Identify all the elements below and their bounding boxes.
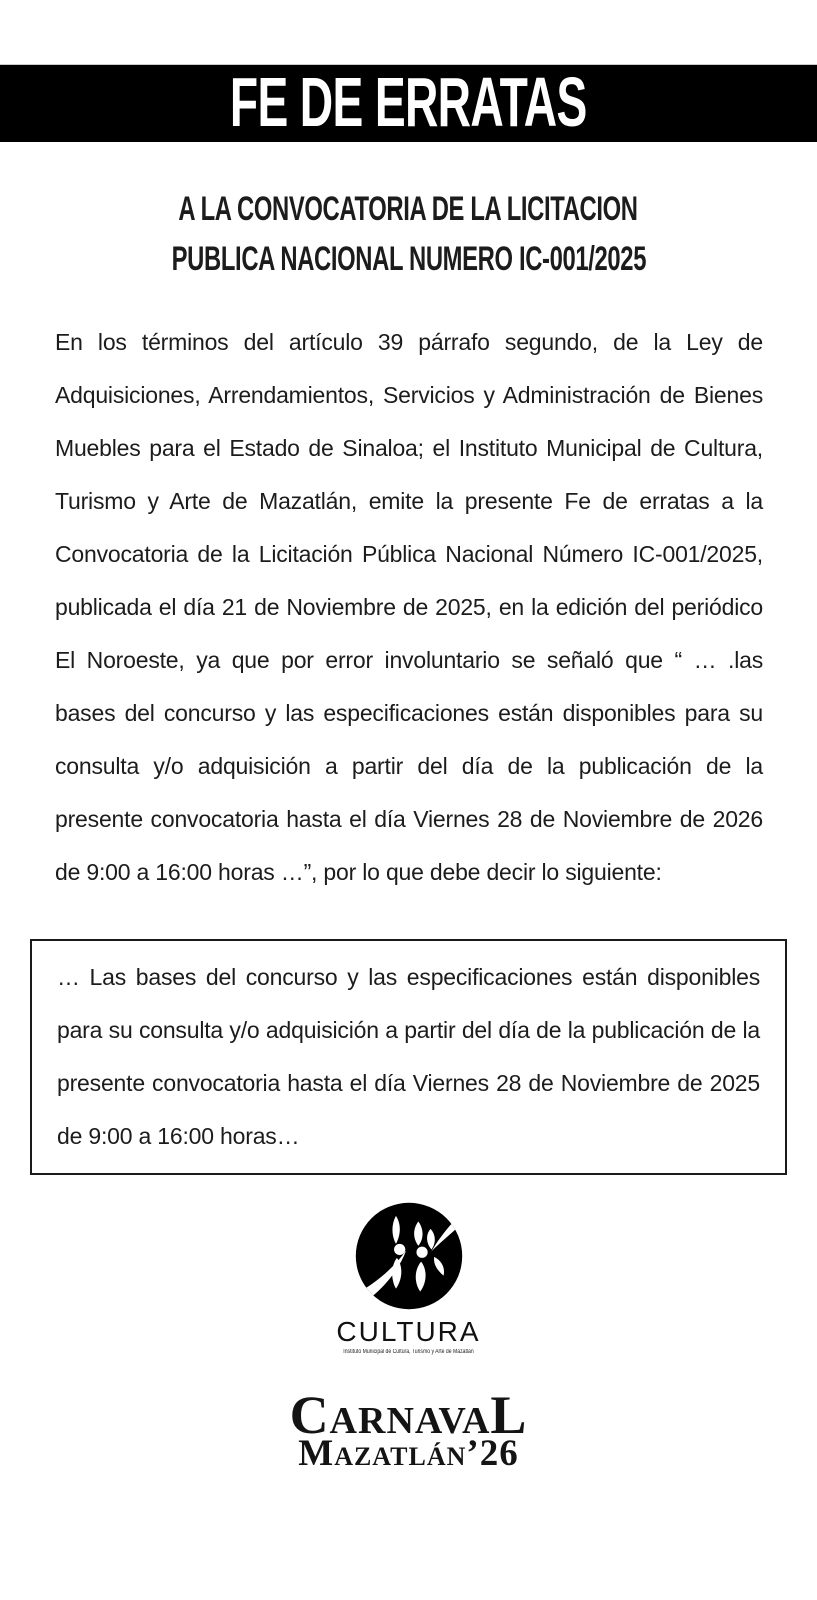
page-title: FE DE ERRATAS: [230, 62, 587, 141]
subtitle-line-2-text: PUBLICA NACIONAL NUMERO IC-001/2025: [171, 240, 646, 278]
footer-brand: [0, 1385, 817, 1474]
dancers-icon: [353, 1200, 465, 1312]
subtitle-line-1: [0, 184, 817, 234]
correction-text: … Las bases del concurso y las especificaciones están disponibles para su consulta y/o adquisición a partir del día de la publicación de la presente convocatoria hasta el día Viernes 28 de Noviembre de 2025 de 9:00 a 16:00 horas…: [57, 964, 760, 1149]
carnaval-wordmark: CarnavaL: [289, 1385, 528, 1445]
cultura-tagline: Instituto Municipal de Cultura, Turismo y Arte de Mazatlán: [343, 1349, 474, 1355]
subtitle-line-2: [0, 234, 817, 284]
banner: [0, 64, 817, 142]
subtitle-line-1-text: A LA CONVOCATORIA DE LA LICITACION: [178, 190, 639, 228]
correction-box: [30, 939, 787, 1175]
cultura-logo-block: [0, 1200, 817, 1357]
mazatlan-wordmark: Mazatlán’26: [298, 1433, 519, 1474]
body-paragraph: En los términos del artículo 39 párrafo segundo, de la Ley de Adquisiciones, Arrendamientos, Servicios y Administración de Bienes Muebles para el Estado de Sinaloa; el Instituto Municipal de Cultura, Turismo y Arte de Mazatlán, emite la presente Fe de erratas a la Convocatoria de la Licitación Pública Nacional Número IC-001/2025, publicada el día 21 de Noviembre de 2025, en la edición del periódico El Noroeste, ya que por error involuntario se señaló que “ … .las bases del concurso y las especificaciones están disponibles para su consulta y/o adquisición a partir del día de la publicación de la presente convocatoria hasta el día Viernes 28 de Noviembre de 2026 de 9:00 a 16:00 horas …”, por lo que debe decir lo siguiente:: [55, 329, 763, 885]
subtitle: [0, 184, 817, 284]
cultura-wordmark: CULTURA: [336, 1316, 481, 1347]
